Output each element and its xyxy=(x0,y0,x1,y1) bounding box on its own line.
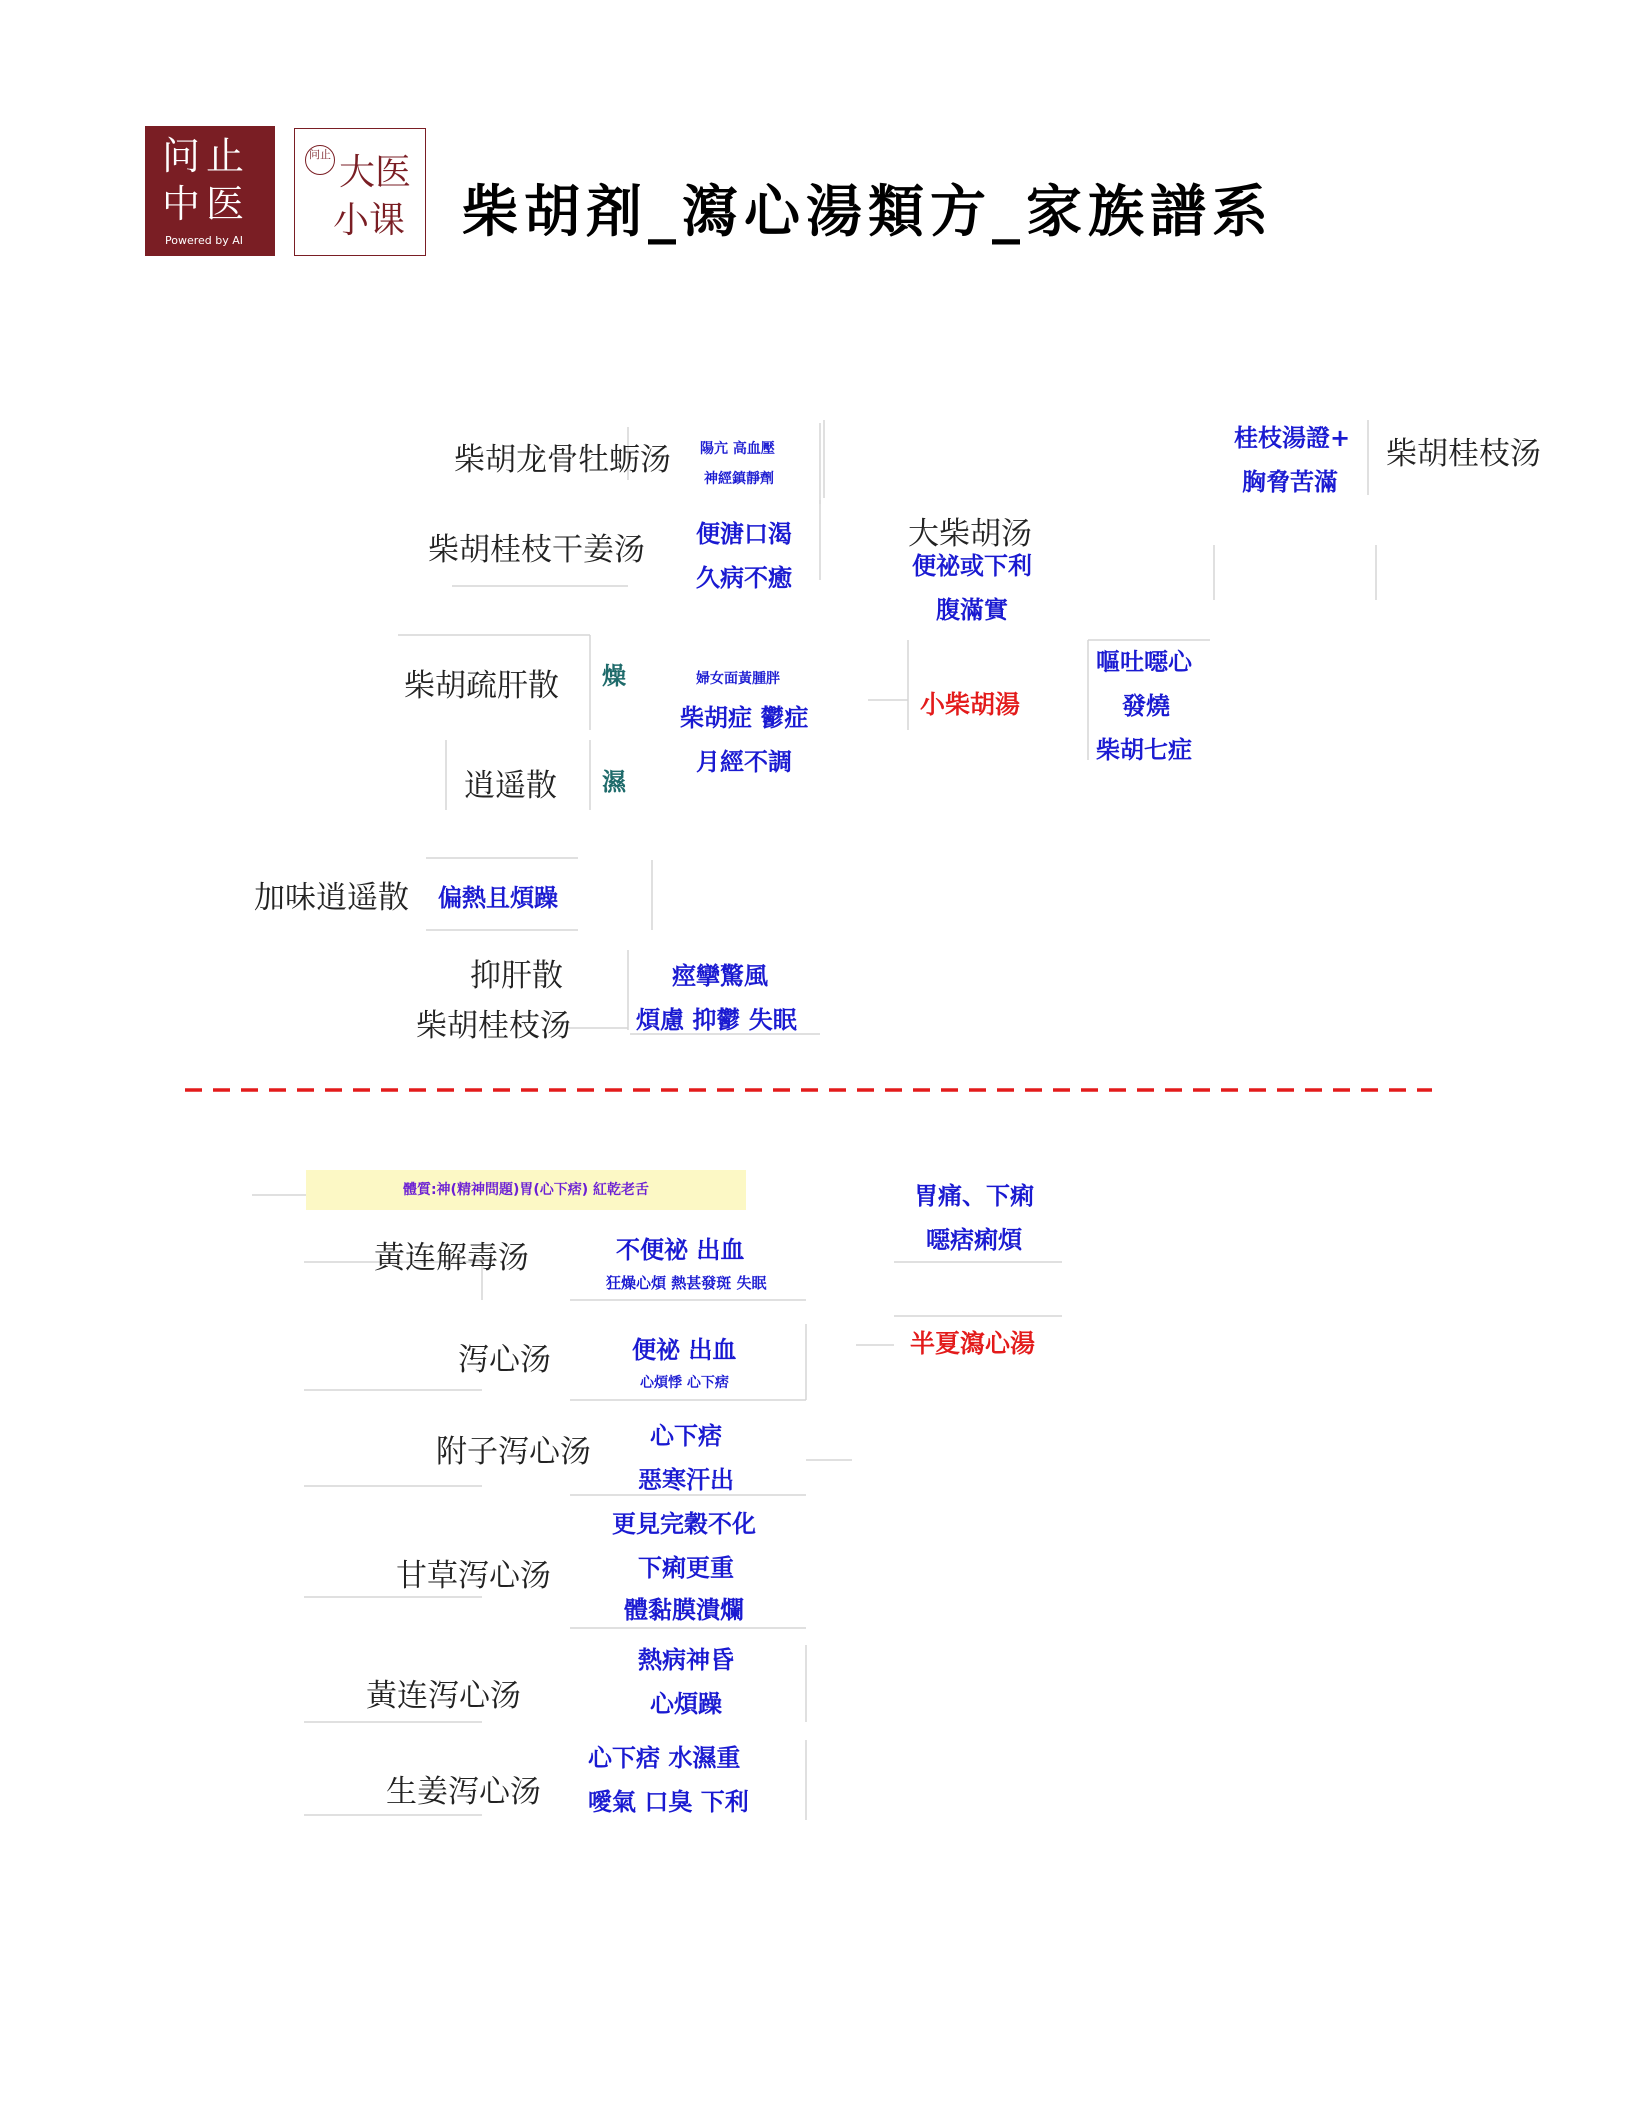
tag-dry: 燥 xyxy=(602,662,626,690)
hub-symptom-2: 噁痞痢煩 xyxy=(926,1226,1022,1254)
formula-yigan: 抑肝散 xyxy=(470,958,563,994)
formula-fuzi: 附子泻心汤 xyxy=(436,1434,591,1470)
formula-shengjiang: 生姜泻心汤 xyxy=(386,1774,541,1810)
symptom-yigan-1: 痙攣驚風 xyxy=(672,962,768,990)
formula-ganjiang: 柴胡桂枝干姜汤 xyxy=(428,532,645,568)
logo-line1: 问止 xyxy=(162,134,251,178)
symptom-longgu-1: 陽亢 高血壓 xyxy=(700,441,775,457)
symptom-gancao-2: 下痢更重 xyxy=(638,1554,734,1582)
symptom-hub-2: 發燒 xyxy=(1122,692,1170,720)
formula-xiaoyao: 逍遥散 xyxy=(464,768,557,804)
symptom-huanglian-1: 熱病神昏 xyxy=(638,1646,734,1674)
course-line1: 大医 xyxy=(339,152,412,193)
symptom-fuzi-1: 心下痞 xyxy=(650,1422,722,1450)
wenzhi-logo xyxy=(145,126,275,256)
formula-gancao: 甘草泻心汤 xyxy=(396,1558,551,1594)
formula-longgu: 柴胡龙骨牡蛎汤 xyxy=(454,442,671,478)
logo-line2: 中医 xyxy=(162,182,251,226)
powered-by-text: Powered by AI xyxy=(165,234,244,247)
symptom-xiexin-1: 便祕 出血 xyxy=(632,1336,737,1364)
symptom-women-1: 婦女面黃腫胖 xyxy=(696,671,780,687)
formula-guizhi-right: 柴胡桂枝汤 xyxy=(1386,436,1541,472)
symptom-women-2: 柴胡症 鬱症 xyxy=(680,704,809,732)
symptom-hub-1: 嘔吐噁心 xyxy=(1096,648,1192,676)
constitution-banner: 體質:神(精神問題)胃(心下痞) 紅乾老舌 xyxy=(306,1170,746,1210)
symptom-guizhi-2: 胸脅苦滿 xyxy=(1242,468,1338,496)
formula-huanglian-jiedu: 黃连解毒汤 xyxy=(374,1240,529,1276)
course-logo xyxy=(294,128,426,256)
formula-xiexin: 泻心汤 xyxy=(458,1342,551,1378)
symptom-shengjiang-2: 噯氣 口臭 下利 xyxy=(588,1788,749,1816)
symptom-ganjiang-2: 久病不癒 xyxy=(696,564,792,592)
tag-damp: 濕 xyxy=(602,768,626,796)
symptom-jiedu-1: 不便祕 出血 xyxy=(616,1236,745,1264)
symptom-fuzi-2: 惡寒汗出 xyxy=(638,1466,734,1494)
formula-shugan: 柴胡疏肝散 xyxy=(404,668,559,704)
symptom-ganjiang-1: 便溏口渴 xyxy=(696,520,792,548)
page-title: 柴胡剤_瀉心湯類方_家族譜系 xyxy=(462,180,1274,245)
hub-xiaochaihu: 小柴胡湯 xyxy=(920,690,1021,719)
hub-symptom-1: 胃痛、下痢 xyxy=(914,1182,1034,1210)
formula-guizhi-left: 柴胡桂枝汤 xyxy=(416,1008,571,1044)
course-line2: 小课 xyxy=(333,200,406,241)
formula-huanglian: 黃连泻心汤 xyxy=(366,1678,521,1714)
seal-icon: 问止 xyxy=(305,145,335,175)
formula-dachaihu: 大柴胡汤 xyxy=(908,516,1032,552)
formula-jiawei: 加味逍遥散 xyxy=(254,880,409,916)
symptom-longgu-2: 神經鎮靜劑 xyxy=(704,471,774,487)
symptom-women-3: 月經不調 xyxy=(696,748,792,776)
symptom-gancao-3: 體黏膜潰爛 xyxy=(624,1596,744,1624)
symptom-yigan-2: 煩慮 抑鬱 失眠 xyxy=(636,1006,797,1034)
symptom-jiawei: 偏熱且煩躁 xyxy=(438,884,558,912)
symptom-huanglian-2: 心煩躁 xyxy=(650,1690,722,1718)
symptom-gancao-1: 更見完穀不化 xyxy=(612,1510,756,1538)
symptom-dachaihu-1: 便祕或下利 xyxy=(912,552,1032,580)
symptom-hub-3: 柴胡七症 xyxy=(1096,736,1192,764)
symptom-dachaihu-2: 腹滿實 xyxy=(936,596,1008,624)
symptom-jiedu-2: 狂燥心煩 熱甚發斑 失眠 xyxy=(606,1274,767,1292)
symptom-shengjiang-1: 心下痞 水濕重 xyxy=(588,1744,741,1772)
symptom-guizhi-1: 桂枝湯證+ xyxy=(1234,424,1351,452)
hub-banxia-xiexin: 半夏瀉心湯 xyxy=(910,1329,1036,1358)
symptom-xiexin-2: 心煩悸 心下痞 xyxy=(640,1375,729,1391)
